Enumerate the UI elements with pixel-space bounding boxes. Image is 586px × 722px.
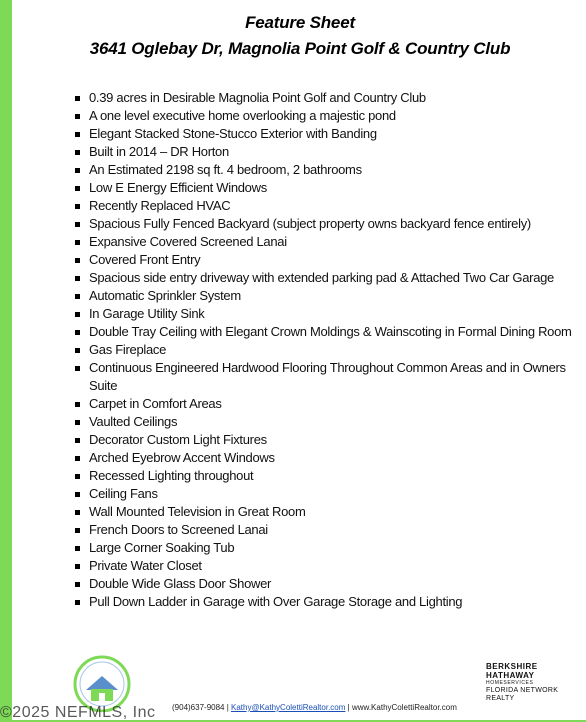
feature-item: Arched Eyebrow Accent Windows (75, 449, 575, 467)
feature-item: Recently Replaced HVAC (75, 197, 575, 215)
feature-item: In Garage Utility Sink (75, 305, 575, 323)
feature-item: Built in 2014 – DR Horton (75, 143, 575, 161)
feature-item: Spacious side entry driveway with extended parking pad & Attached Two Car Garage (75, 269, 575, 287)
feature-item: A one level executive home overlooking a majestic pond (75, 107, 575, 125)
feature-list (75, 89, 575, 611)
email-link[interactable]: Kathy@KathyColettiRealtor.com (231, 703, 346, 712)
brokerage-name-4: FLORIDA NETWORK (486, 687, 559, 694)
feature-item: Covered Front Entry (75, 251, 575, 269)
copyright-watermark: ©2025 NEFMLS, Inc (0, 704, 156, 721)
property-address-title: 3641 Oglebay Dr, Magnolia Point Golf & Country Club (89, 39, 511, 58)
realtor-logo (60, 652, 144, 712)
brokerage-name-2: HATHAWAY (486, 671, 535, 680)
feature-item: Automatic Sprinkler System (75, 287, 575, 305)
brokerage-name-3: HOMESERVICES (486, 680, 534, 686)
website-text: | www.KathyColettiRealtor.com (345, 703, 457, 712)
feature-sheet (12, 0, 586, 720)
feature-item: Pull Down Ladder in Garage with Over Garage Storage and Lighting (75, 593, 575, 611)
feature-item: Wall Mounted Television in Great Room (75, 503, 575, 521)
contact-line (172, 703, 457, 712)
feature-item: Spacious Fully Fenced Backyard (subject property owns backyard fence entirely) (75, 215, 575, 233)
brokerage-logo (486, 662, 586, 703)
feature-item: Low E Energy Efficient Windows (75, 179, 575, 197)
page-title: Feature Sheet (245, 13, 355, 32)
brokerage-name-1: BERKSHIRE (486, 662, 538, 671)
feature-item: Recessed Lighting throughout (75, 467, 575, 485)
feature-item: Private Water Closet (75, 557, 575, 575)
feature-item: Decorator Custom Light Fixtures (75, 431, 575, 449)
brokerage-name-5: REALTY (486, 695, 515, 702)
feature-item: Large Corner Soaking Tub (75, 539, 575, 557)
feature-item: Gas Fireplace (75, 341, 575, 359)
feature-item: Expansive Covered Screened Lanai (75, 233, 575, 251)
feature-item: French Doors to Screened Lanai (75, 521, 575, 539)
feature-item: 0.39 acres in Desirable Magnolia Point Golf and Country Club (75, 89, 575, 107)
feature-item: An Estimated 2198 sq ft. 4 bedroom, 2 bathrooms (75, 161, 575, 179)
feature-item: Vaulted Ceilings (75, 413, 575, 431)
feature-item: Ceiling Fans (75, 485, 575, 503)
feature-item: Double Tray Ceiling with Elegant Crown Moldings & Wainscoting in Formal Dining Room (75, 323, 575, 341)
feature-item: Continuous Engineered Hardwood Flooring Throughout Common Areas and in Owners Suite (75, 359, 575, 395)
feature-item: Elegant Stacked Stone-Stucco Exterior with Banding (75, 125, 575, 143)
phone-number: (904)637-9084 | (172, 703, 232, 712)
feature-item: Carpet in Comfort Areas (75, 395, 575, 413)
feature-item: Double Wide Glass Door Shower (75, 575, 575, 593)
